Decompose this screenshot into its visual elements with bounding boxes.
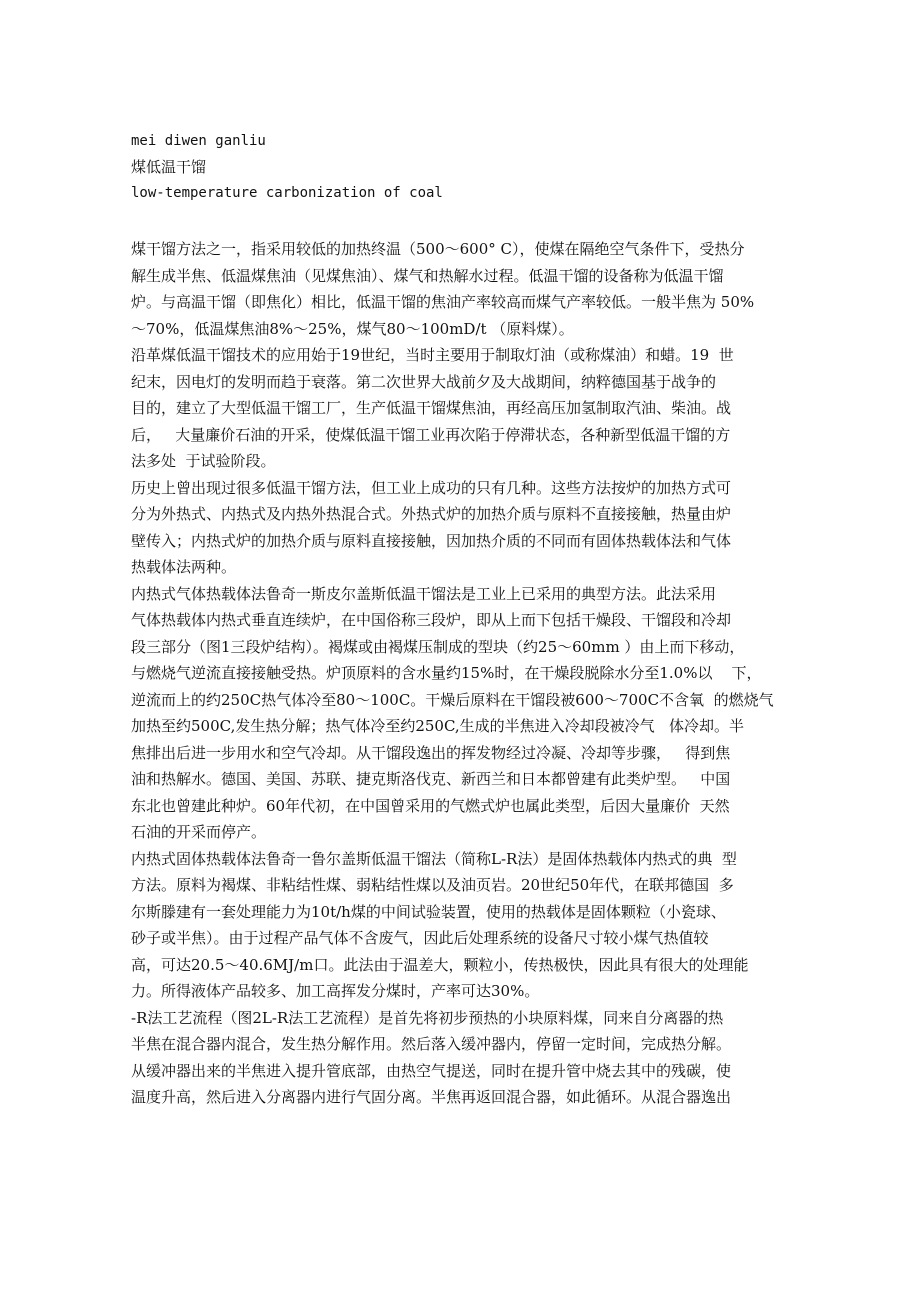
text-line: 历史上曾出现过很多低温干馏方法，但工业上成功的只有几种。这些方法按炉的加热方式可: [131, 478, 732, 497]
text-line: 热载体法两种。: [131, 558, 237, 576]
text-line: ～70%，低温煤焦油8%～25%，煤气80～100mD/t （原料煤）。: [131, 319, 574, 338]
text-line: 半焦在混合器内混合，发生热分解作用。然后落入缓冲器内，停留一定时间，完成热分解。: [131, 1035, 732, 1053]
text-line: -R法工艺流程（图2L-R法工艺流程）是首先将初步预热的小块原料煤，同来自分离器的热: [131, 1008, 724, 1027]
text-line: 沿革煤低温干馏技术的应用始于19世纪，当时主要用于制取灯油（或称煤油）和蜡。19 世: [131, 346, 734, 364]
text-line: 方法。原料为褐煤、非粘结性煤、弱粘结性煤以及油页岩。20世纪50年代，在联邦德国 多: [131, 876, 734, 894]
text-line: 炉。与高温干馏（即焦化）相比，低温干馏的焦油产率较高而煤气产率较低。一般半焦为 50%: [131, 293, 755, 311]
text-line: 从缓冲器出来的半焦进入提升管底部，由热空气提送，同时在提升管中烧去其中的残碳，使: [131, 1061, 732, 1080]
text-line: 分为外热式、内热式及内热外热混合式。外热式炉的加热介质与原料不直接接触，热量由炉: [131, 505, 732, 523]
text-line: 加热至约500C,发生热分解；热气体冷至约250C,生成的半焦进入冷却段被冷气 体冷却。半: [131, 717, 744, 735]
text-line: 东北也曾建此种炉。60年代初，在中国曾采用的气燃式炉也属此类型，后因大量廉价 天然: [131, 796, 730, 815]
text-line: 油和热解水。德国、美国、苏联、捷克斯洛伐克、新西兰和日本都曾建有此类炉型。 中国: [131, 770, 731, 788]
text-line: 高，可达20.5～40.6MJ/m口。此法由于温差大，颗粒小，传热极快，因此具有很大的处理能: [131, 955, 749, 974]
entry-title-english: low-temperature carbonization of coal: [131, 185, 443, 201]
text-line: 后， 大量廉价石油的开采，使煤低温干馏工业再次陷于停滞状态，各种新型低温干馏的方: [131, 425, 731, 444]
entry-header: [131, 128, 443, 206]
text-line: 法多处 于试验阶段。: [131, 452, 276, 470]
text-line: 石油的开采而停产。: [131, 823, 267, 841]
entry-pinyin: mei diwen ganliu: [131, 133, 266, 149]
text-line: 气体热载体内热式垂直连续炉，在中国俗称三段炉，即从上而下包括干燥段、干馏段和冷却: [131, 611, 732, 629]
text-line: 段三部分（图1三段炉结构）。褐煤或由褐煤压制成的型块（约25～60mm ）由上而下移动，: [131, 637, 745, 656]
text-line: 目的，建立了大型低温干馏工厂，生产低温干馏煤焦油，再经高压加氢制取汽油、柴油。战: [131, 399, 732, 417]
text-line: 内热式气体热载体法鲁奇一斯皮尔盖斯低温干馏法是工业上已采用的典型方法。此法采用: [131, 584, 717, 603]
body-text: [131, 236, 799, 1111]
text-line: 与燃烧气逆流直接接触受热。炉顶原料的含水量约15%时，在干燥段脱除水分至1.0%以 下，: [131, 664, 762, 682]
text-line: 焦排出后进一步用水和空气冷却。从干馏段逸出的挥发物经过冷凝、冷却等步骤， 得到焦: [131, 743, 731, 762]
entry-title-chinese: 煤低温干馏: [131, 158, 207, 176]
text-line: 解生成半焦、低温煤焦油（见煤焦油）、煤气和热解水过程。低温干馏的设备称为低温干馏: [131, 266, 724, 285]
text-line: 力。所得液体产品较多、加工高挥发分煤时，产率可达30%。: [131, 982, 540, 1000]
text-line: 煤干馏方法之一，指采用较低的加热终温（500～600° C），使煤在隔绝空气条件下，受热分: [131, 240, 745, 258]
text-line: 纪末，因电灯的发明而趋于衰落。第二次世界大战前夕及大战期间，纳粹德国基于战争的: [131, 372, 717, 391]
text-line: 内热式固体热载体法鲁奇一鲁尔盖斯低温干馏法（简称L-R法）是固体热载体内热式的典 型: [131, 849, 737, 868]
text-line: 砂子或半焦）。由于过程产品气体不含废气，因此后处理系统的设备尺寸较小煤气热值较: [131, 929, 709, 947]
text-line: 尔斯滕建有一套处理能力为10t/h煤的中间试验装置，使用的热载体是固体颗粒（小瓷球、: [131, 902, 726, 921]
text-line: 壁传入；内热式炉的加热介质与原料直接接触，因加热介质的不同而有固体热载体法和气体: [131, 531, 732, 550]
text-line: 逆流而上的约250C热气体冷至80～100C。干燥后原料在干馏段被600～700C不含氧 的燃烧气: [131, 690, 774, 709]
text-line: 温度升高，然后进入分离器内进行气固分离。半焦再返回混合器，如此循环。从混合器逸出: [131, 1088, 732, 1106]
